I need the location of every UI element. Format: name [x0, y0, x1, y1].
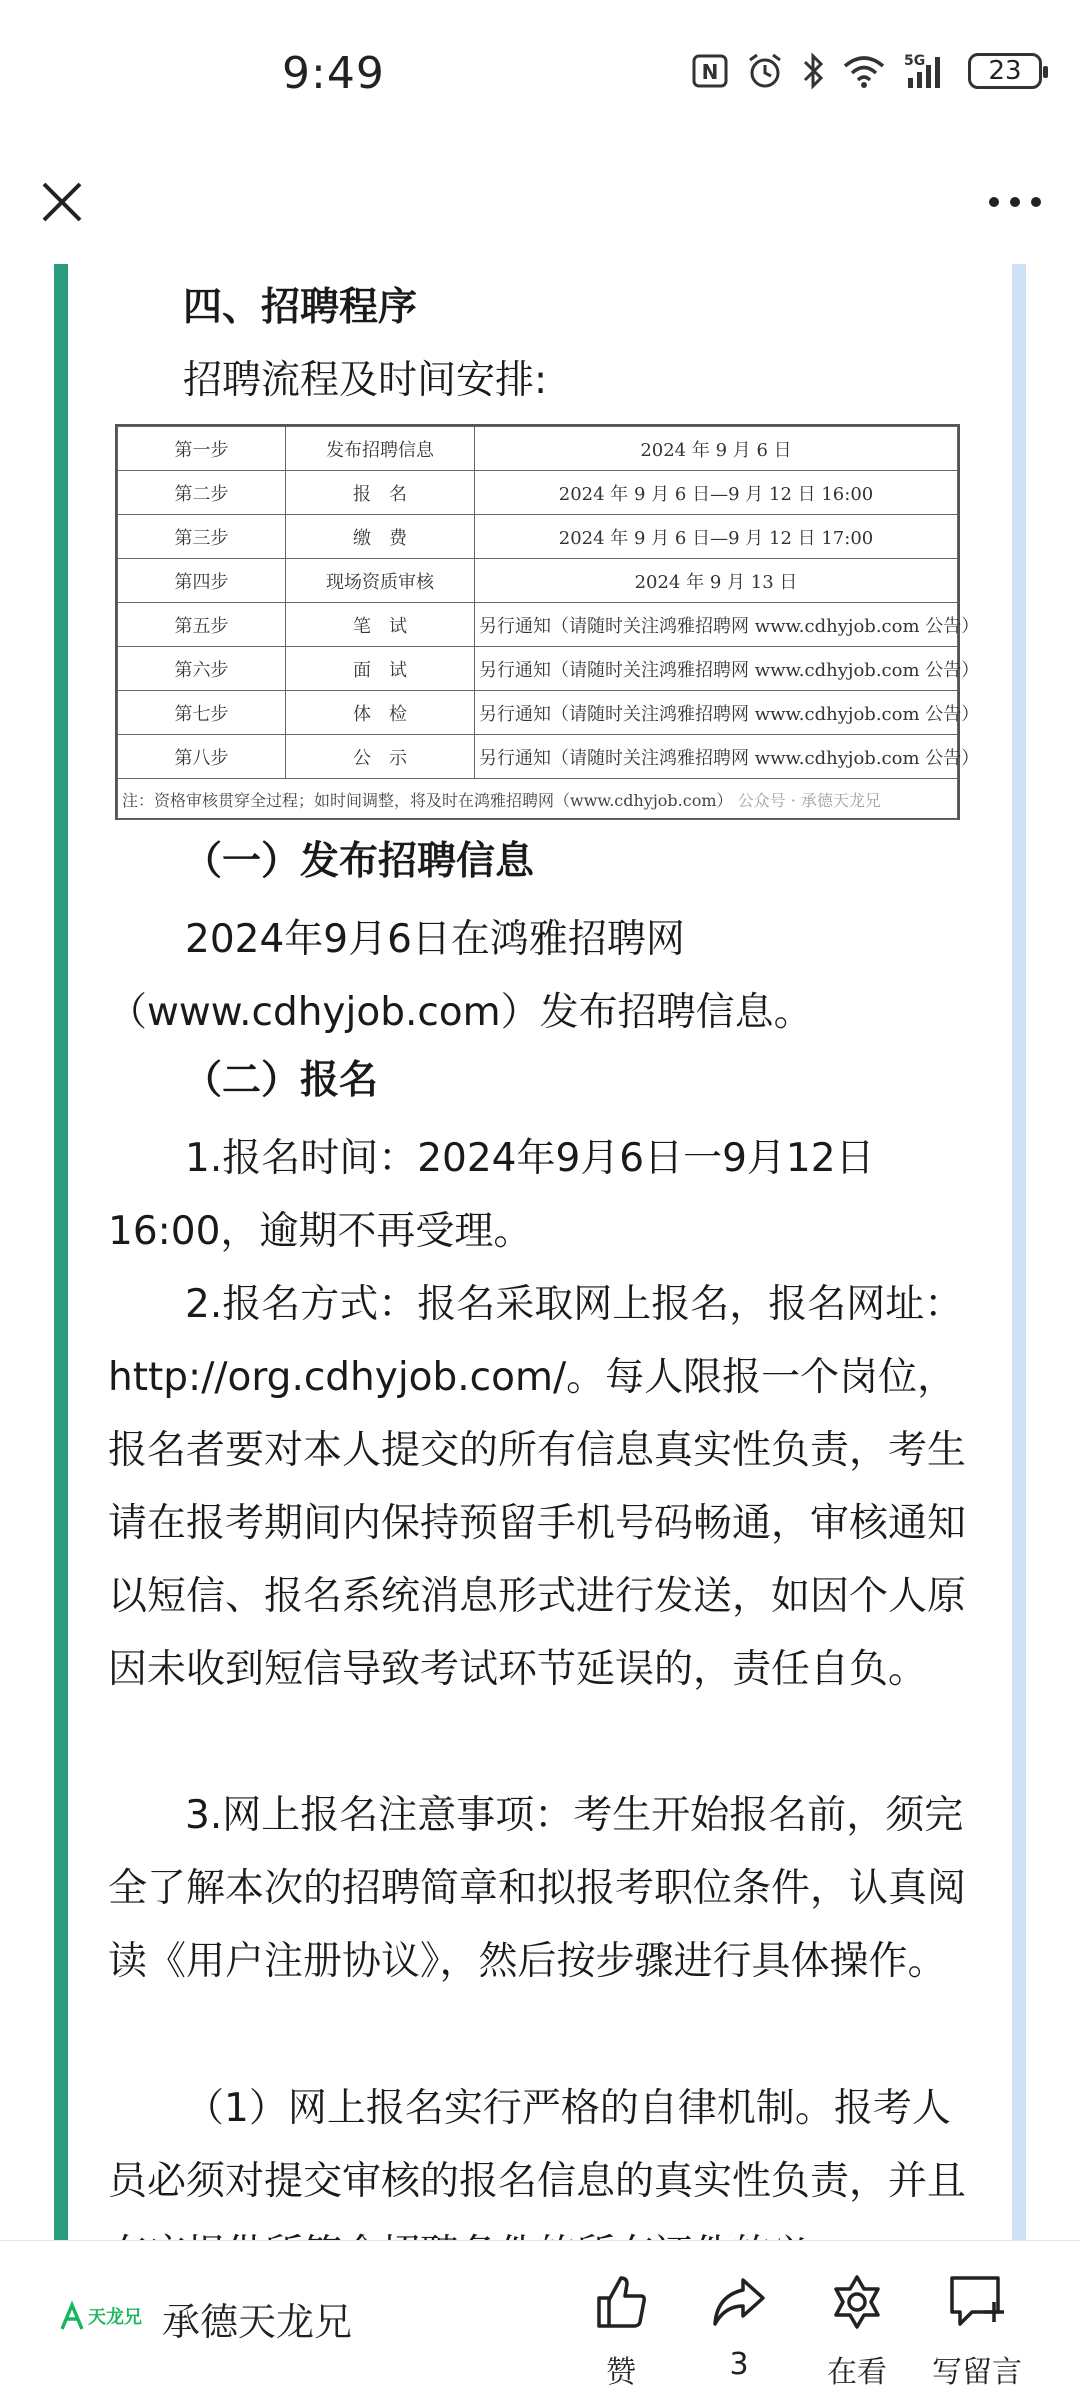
thumbs-up-icon	[593, 2274, 649, 2330]
time-cell: 2024 年 9 月 6 日—9 月 12 日 16:00	[475, 471, 958, 515]
step-cell: 第六步	[118, 647, 286, 691]
subsection-title: （二）报名	[183, 1058, 379, 1103]
paragraph: （1）网上报名实行严格的自律机制。报考人员必须对提交审核的报名信息的真实性负责，并且	[108, 2086, 967, 2204]
watermark: 公众号 · 承德天龙兄	[737, 790, 881, 810]
table-row	[118, 559, 958, 603]
like-button[interactable]: 赞	[566, 2271, 676, 2391]
process-label: 招聘流程及时间安排:	[183, 358, 548, 403]
comment-button[interactable]: 写留言	[922, 2271, 1032, 2391]
svg-text:5G: 5G	[904, 53, 926, 69]
alarm-icon	[746, 52, 784, 90]
table-row	[118, 471, 958, 515]
step-cell: 第八步	[118, 735, 286, 779]
more-button[interactable]	[980, 170, 1050, 234]
account-name[interactable]: 承德天龙兄	[162, 2300, 353, 2344]
paragraph: 2.报名方式：报名采取网上报名，报名网址：http://org.cdhyjob.com/。每人限报一个岗位，报名者要对本人提交的所有信息真实性负责，考生请在报考期间内保持预留手机号码畅通，审核通知以短信、报名系统消息形式进行发送，如因个人原因未收到短信导致考试环节延误的，责任自负。	[108, 1282, 967, 1692]
item-cell: 发布招聘信息	[286, 427, 475, 471]
svg-text:N: N	[701, 60, 719, 84]
step-cell: 第二步	[118, 471, 286, 515]
account-logo[interactable]: 天龙兄	[60, 2301, 142, 2331]
close-icon	[40, 180, 84, 224]
time-cell: 另行通知（请随时关注鸿雅招聘网 www.cdhyjob.com 公告）	[475, 735, 958, 779]
status-icons	[692, 52, 1042, 90]
share-icon	[711, 2274, 767, 2330]
close-button[interactable]	[30, 170, 94, 234]
article-content[interactable]	[0, 264, 1080, 2240]
time-cell: 另行通知（请随时关注鸿雅招聘网 www.cdhyjob.com 公告）	[475, 647, 958, 691]
time-cell: 2024 年 9 月 13 日	[475, 559, 958, 603]
section-title: 四、招聘程序	[183, 285, 418, 330]
watching-icon	[828, 2273, 886, 2331]
item-cell: 体 检	[286, 691, 475, 735]
item-cell: 报 名	[286, 471, 475, 515]
bottom-bar	[0, 2240, 1080, 2401]
wifi-icon	[842, 54, 886, 88]
step-cell: 第一步	[118, 427, 286, 471]
item-cell: 笔 试	[286, 603, 475, 647]
table-note-row	[118, 779, 958, 820]
paragraph: 1.报名时间：2024年9月6日一9月12日16:00，逾期不再受理。	[108, 1136, 875, 1254]
item-cell: 公 示	[286, 735, 475, 779]
time-cell: 另行通知（请随时关注鸿雅招聘网 www.cdhyjob.com 公告）	[475, 691, 958, 735]
nfc-icon	[692, 54, 728, 88]
item-cell: 缴 费	[286, 515, 475, 559]
battery-icon: 23	[968, 53, 1042, 89]
step-cell: 第三步	[118, 515, 286, 559]
more-icon	[988, 196, 1042, 208]
watching-button[interactable]: 在看	[802, 2271, 912, 2391]
paragraph: 3.网上报名注意事项：考生开始报名前，须完全了解本次的招聘简章和拟报考职位条件，认真阅读《用户注册协议》，然后按步骤进行具体操作。	[108, 1793, 967, 1984]
nav-bar	[0, 140, 1080, 264]
right-accent-bar	[1012, 264, 1026, 2240]
table-row	[118, 603, 958, 647]
schedule-table	[115, 424, 980, 820]
table-row	[118, 515, 958, 559]
paragraph: 2024年9月6日在鸿雅招聘网（www.cdhyjob.com）发布招聘信息。	[108, 917, 813, 1035]
table-row	[118, 647, 958, 691]
comment-icon	[948, 2274, 1006, 2330]
table-note: 注：资格审核贯穿全过程；如时间调整，将及时在鸿雅招聘网（www.cdhyjob.com） 公众号 · 承德天龙兄	[118, 779, 958, 820]
time-cell: 2024 年 9 月 6 日—9 月 12 日 17:00	[475, 515, 958, 559]
table-row	[118, 691, 958, 735]
status-bar	[0, 0, 1080, 140]
time-cell: 2024 年 9 月 6 日	[475, 427, 958, 471]
signal-icon	[904, 52, 950, 90]
table-row	[118, 427, 958, 471]
account-logo-icon	[60, 2301, 88, 2331]
step-cell: 第五步	[118, 603, 286, 647]
subsection-title: （一）发布招聘信息	[183, 839, 535, 884]
step-cell: 第四步	[118, 559, 286, 603]
step-cell: 第七步	[118, 691, 286, 735]
bluetooth-icon	[802, 52, 824, 90]
status-time: 9:49	[282, 48, 385, 99]
left-accent-bar	[54, 264, 68, 2240]
table-row	[118, 735, 958, 779]
share-button[interactable]: 3	[684, 2271, 794, 2382]
item-cell: 现场资质审核	[286, 559, 475, 603]
item-cell: 面 试	[286, 647, 475, 691]
time-cell: 另行通知（请随时关注鸿雅招聘网 www.cdhyjob.com 公告）	[475, 603, 958, 647]
